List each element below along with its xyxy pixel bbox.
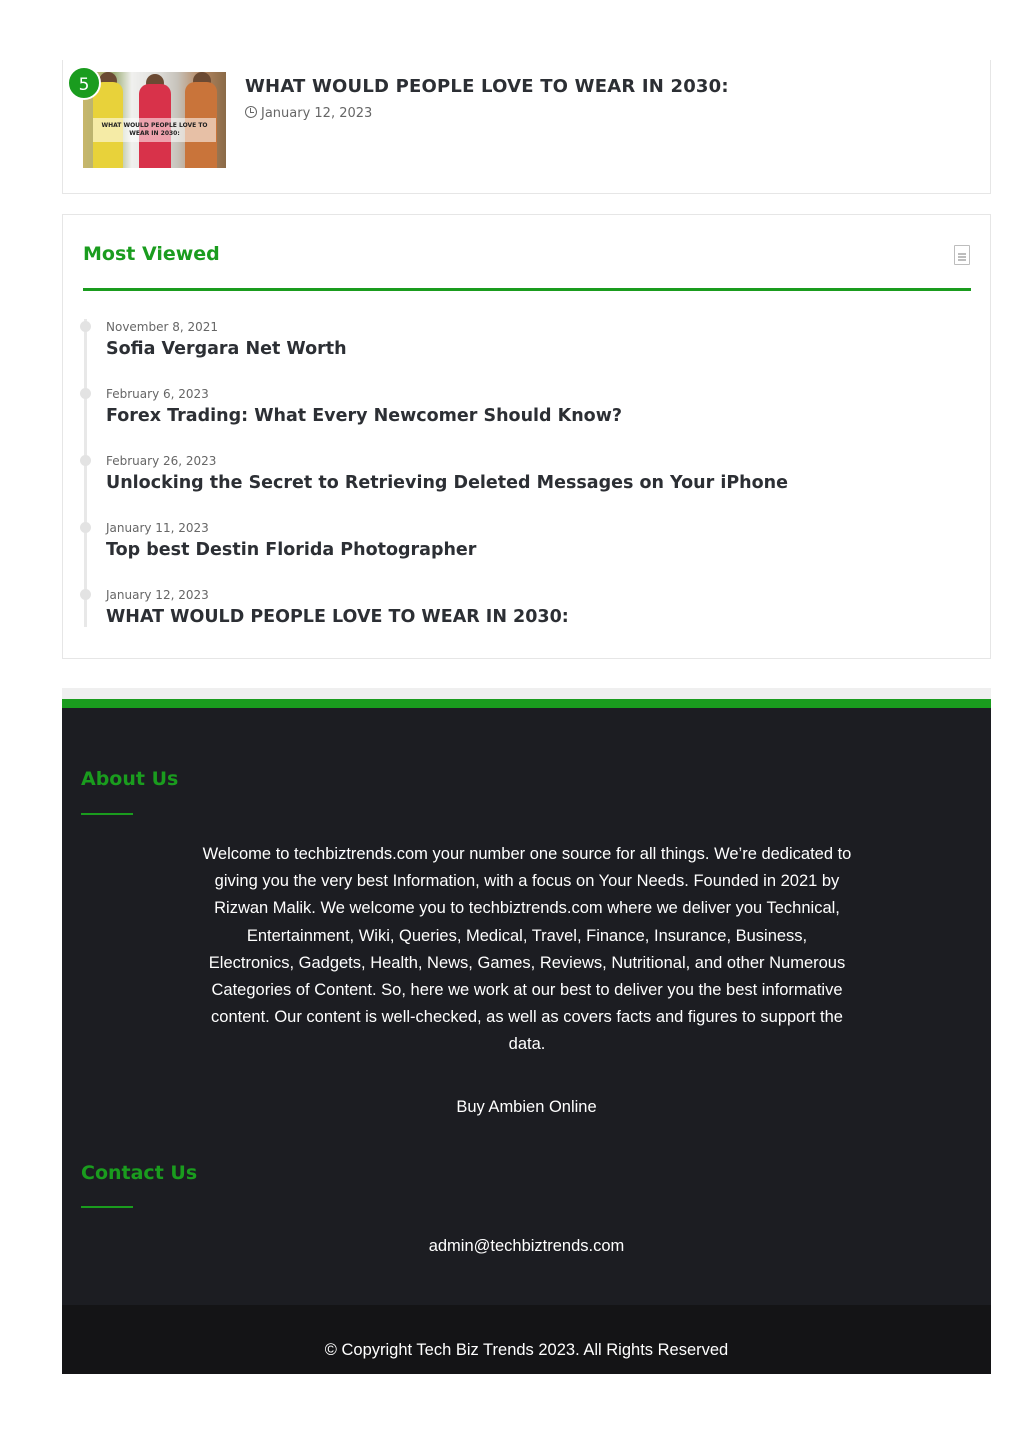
footer-accent-bar bbox=[62, 699, 991, 708]
item-date: February 6, 2023 bbox=[106, 387, 209, 401]
clock-icon bbox=[245, 106, 257, 118]
recent-posts-widget bbox=[62, 60, 991, 194]
list-item bbox=[84, 520, 963, 587]
thumbnail-caption: WHAT WOULD PEOPLE LOVE TO WEAR IN 2030: bbox=[93, 118, 216, 142]
copyright-text: © Copyright Tech Biz Trends 2023. All Rights Reserved bbox=[324, 1341, 729, 1359]
widget-title: Most Viewed bbox=[83, 243, 220, 265]
post-date bbox=[245, 106, 372, 121]
most-viewed-list bbox=[83, 319, 963, 627]
about-us-underline bbox=[81, 813, 133, 815]
contact-us-heading: Contact Us bbox=[81, 1162, 198, 1184]
list-item bbox=[84, 587, 963, 627]
item-title-link[interactable]: Top best Destin Florida Photographer bbox=[106, 540, 477, 560]
item-date: January 11, 2023 bbox=[106, 521, 209, 535]
post-date-text: January 12, 2023 bbox=[261, 106, 373, 121]
item-date: February 26, 2023 bbox=[106, 454, 217, 468]
item-date: January 12, 2023 bbox=[106, 588, 209, 602]
rank-badge: 5 bbox=[67, 66, 101, 100]
list-item bbox=[84, 386, 963, 453]
post-title-link[interactable]: WHAT WOULD PEOPLE LOVE TO WEAR IN 2030: bbox=[245, 76, 729, 97]
copyright-bar bbox=[62, 1305, 991, 1374]
timeline-dot bbox=[80, 455, 91, 466]
site-footer bbox=[62, 708, 991, 1305]
item-date: November 8, 2021 bbox=[106, 320, 219, 334]
document-icon bbox=[954, 245, 970, 265]
timeline-dot bbox=[80, 388, 91, 399]
timeline-dot bbox=[80, 321, 91, 332]
item-title-link[interactable]: Unlocking the Secret to Retrieving Deleted Messages on Your iPhone bbox=[106, 473, 788, 493]
list-item bbox=[84, 453, 963, 520]
about-us-heading: About Us bbox=[81, 768, 179, 790]
item-title-link[interactable]: Sofia Vergara Net Worth bbox=[106, 339, 347, 359]
most-viewed-widget bbox=[62, 214, 991, 659]
widget-title-underline bbox=[83, 288, 971, 291]
item-title-link[interactable]: WHAT WOULD PEOPLE LOVE TO WEAR IN 2030: bbox=[106, 607, 569, 627]
post-thumbnail[interactable] bbox=[83, 72, 226, 168]
about-us-text: Welcome to techbiztrends.com your number one source for all things. We’re dedicated to giving you the very best Information, with a focus on Your Needs. Founded in 2021 by Rizwan Malik. We welcome you to techbiztrends.com where we deliver you Technical, Entertainment, Wiki, Queries, Medical, Travel, Finance, Insurance, Business, Electronics, Gadgets, Health, News, Games, Reviews, Nutritional, and other Numerous Categories of Content. So, here we work at our best to deliver you the best informative content. Our content is well-checked, as well as covers facts and figures to support the data. bbox=[202, 845, 852, 1054]
item-title-link[interactable]: Forex Trading: What Every Newcomer Should Know? bbox=[106, 406, 623, 426]
timeline-dot bbox=[80, 522, 91, 533]
contact-us-underline bbox=[81, 1206, 133, 1208]
timeline-dot bbox=[80, 589, 91, 600]
footer-link[interactable]: Buy Ambien Online bbox=[456, 1098, 597, 1116]
contact-email[interactable]: admin@techbiztrends.com bbox=[428, 1237, 625, 1255]
footer-spacer bbox=[62, 688, 991, 699]
list-item bbox=[84, 319, 963, 386]
